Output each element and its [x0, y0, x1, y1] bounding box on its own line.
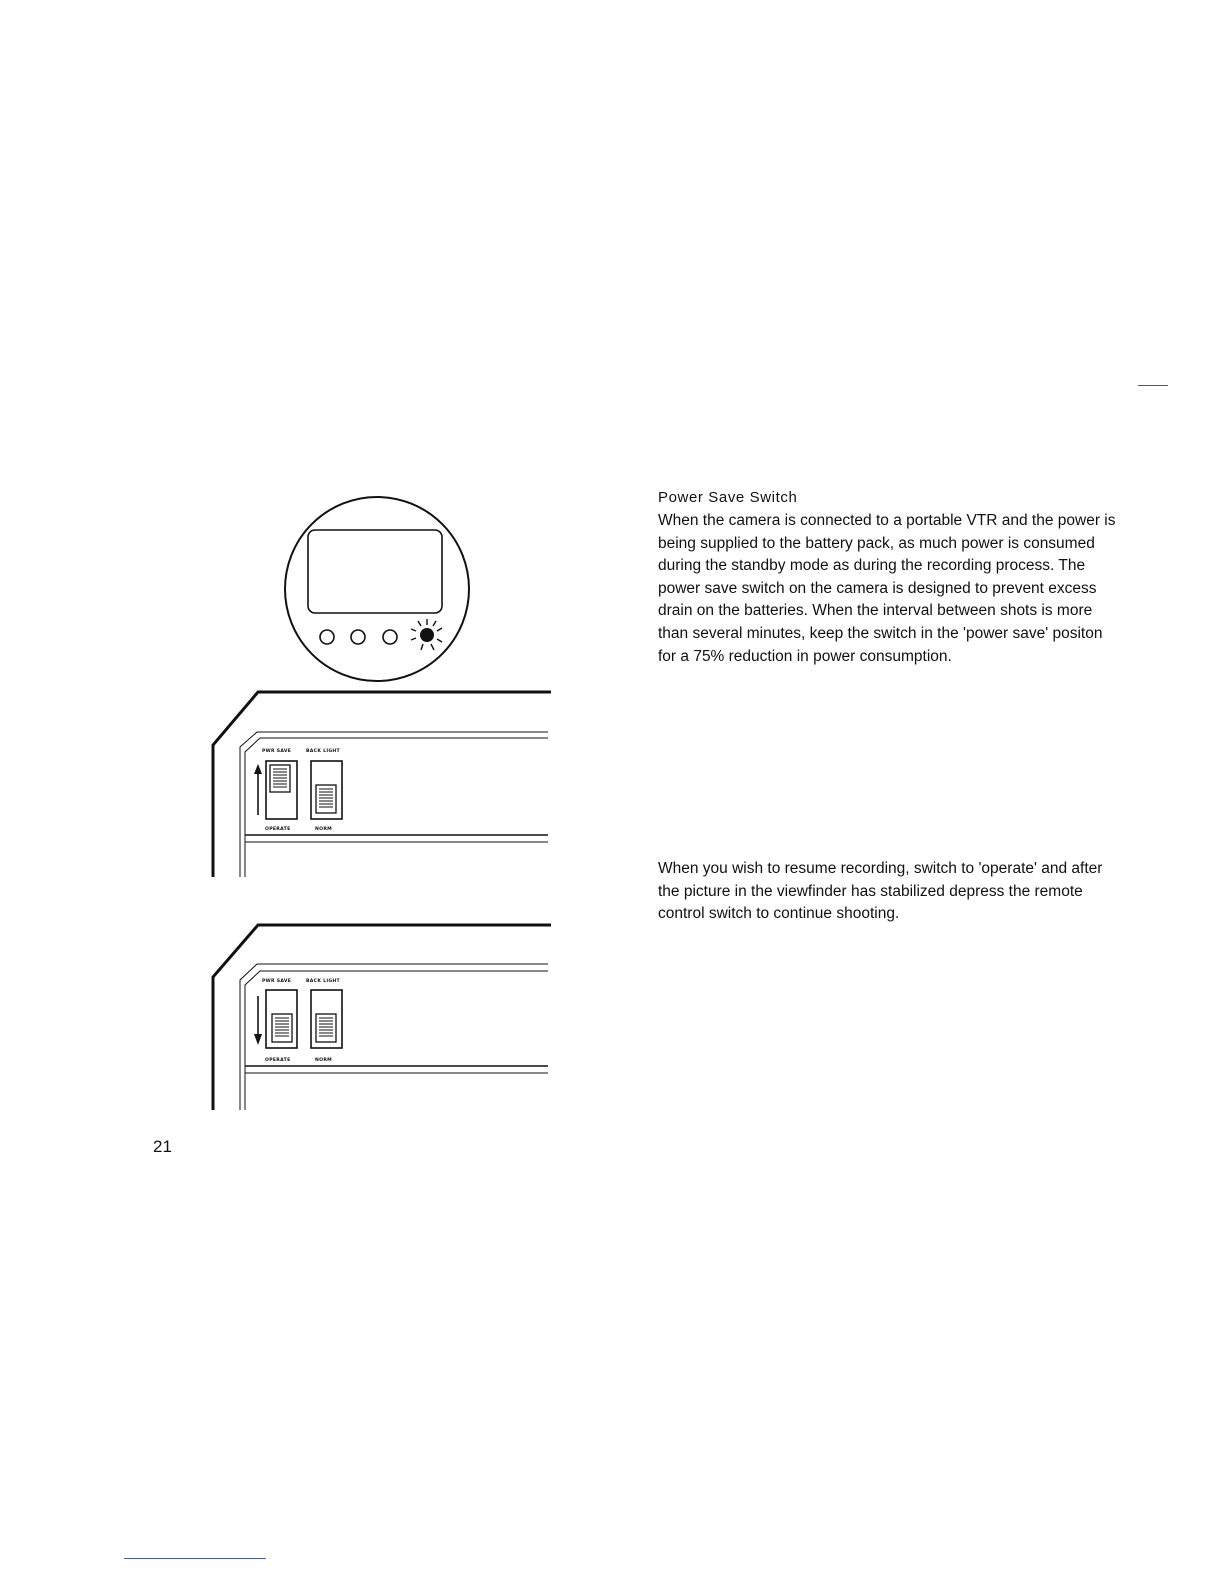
label-operate: OPERATE	[265, 1058, 291, 1063]
margin-mark	[124, 1558, 266, 1559]
margin-mark	[1138, 385, 1168, 386]
viewfinder-illustration	[285, 497, 469, 681]
power-save-switch[interactable]	[266, 761, 297, 819]
label-back-light: BACK LIGHT	[306, 749, 340, 754]
label-norm: NORM	[315, 1058, 333, 1063]
control-panel-power-save	[213, 692, 551, 877]
section-heading: Power Save Switch	[658, 489, 798, 506]
label-norm: NORM	[315, 827, 333, 832]
power-save-switch[interactable]	[266, 990, 297, 1048]
label-pwr-save: PWR SAVE	[262, 749, 292, 754]
arrow-up-icon	[254, 764, 262, 815]
paragraph-resume-recording: When you wish to resume recording, switch to 'operate' and after the picture in the viewfinder has stabilized depress the remote control switch to continue shooting.	[658, 860, 1103, 923]
arrow-down-icon	[254, 996, 262, 1045]
page-number: 21	[153, 1137, 172, 1156]
label-pwr-save: PWR SAVE	[262, 979, 292, 984]
viewfinder-screen	[308, 530, 442, 613]
indicator-lamp-1	[320, 630, 334, 644]
label-back-light: BACK LIGHT	[306, 979, 340, 984]
power-save-lamp-lit-icon	[411, 619, 442, 650]
indicator-lamp-3	[383, 630, 397, 644]
control-panel-operate	[213, 925, 551, 1110]
label-operate: OPERATE	[265, 827, 291, 832]
indicator-lamp-2	[351, 630, 365, 644]
back-light-switch[interactable]	[311, 761, 342, 819]
back-light-switch[interactable]	[311, 990, 342, 1048]
paragraph-power-save: When the camera is connected to a portable VTR and the power is being supplied to the battery pack, as much power is consumed during the standby mode as during the recording process. The power save switch on the camera is designed to prevent excess drain on the batteries. When the interval between shots is more than several minutes, keep the switch in the 'power save' positon for a 75% reduction in power consumption.	[658, 512, 1116, 665]
